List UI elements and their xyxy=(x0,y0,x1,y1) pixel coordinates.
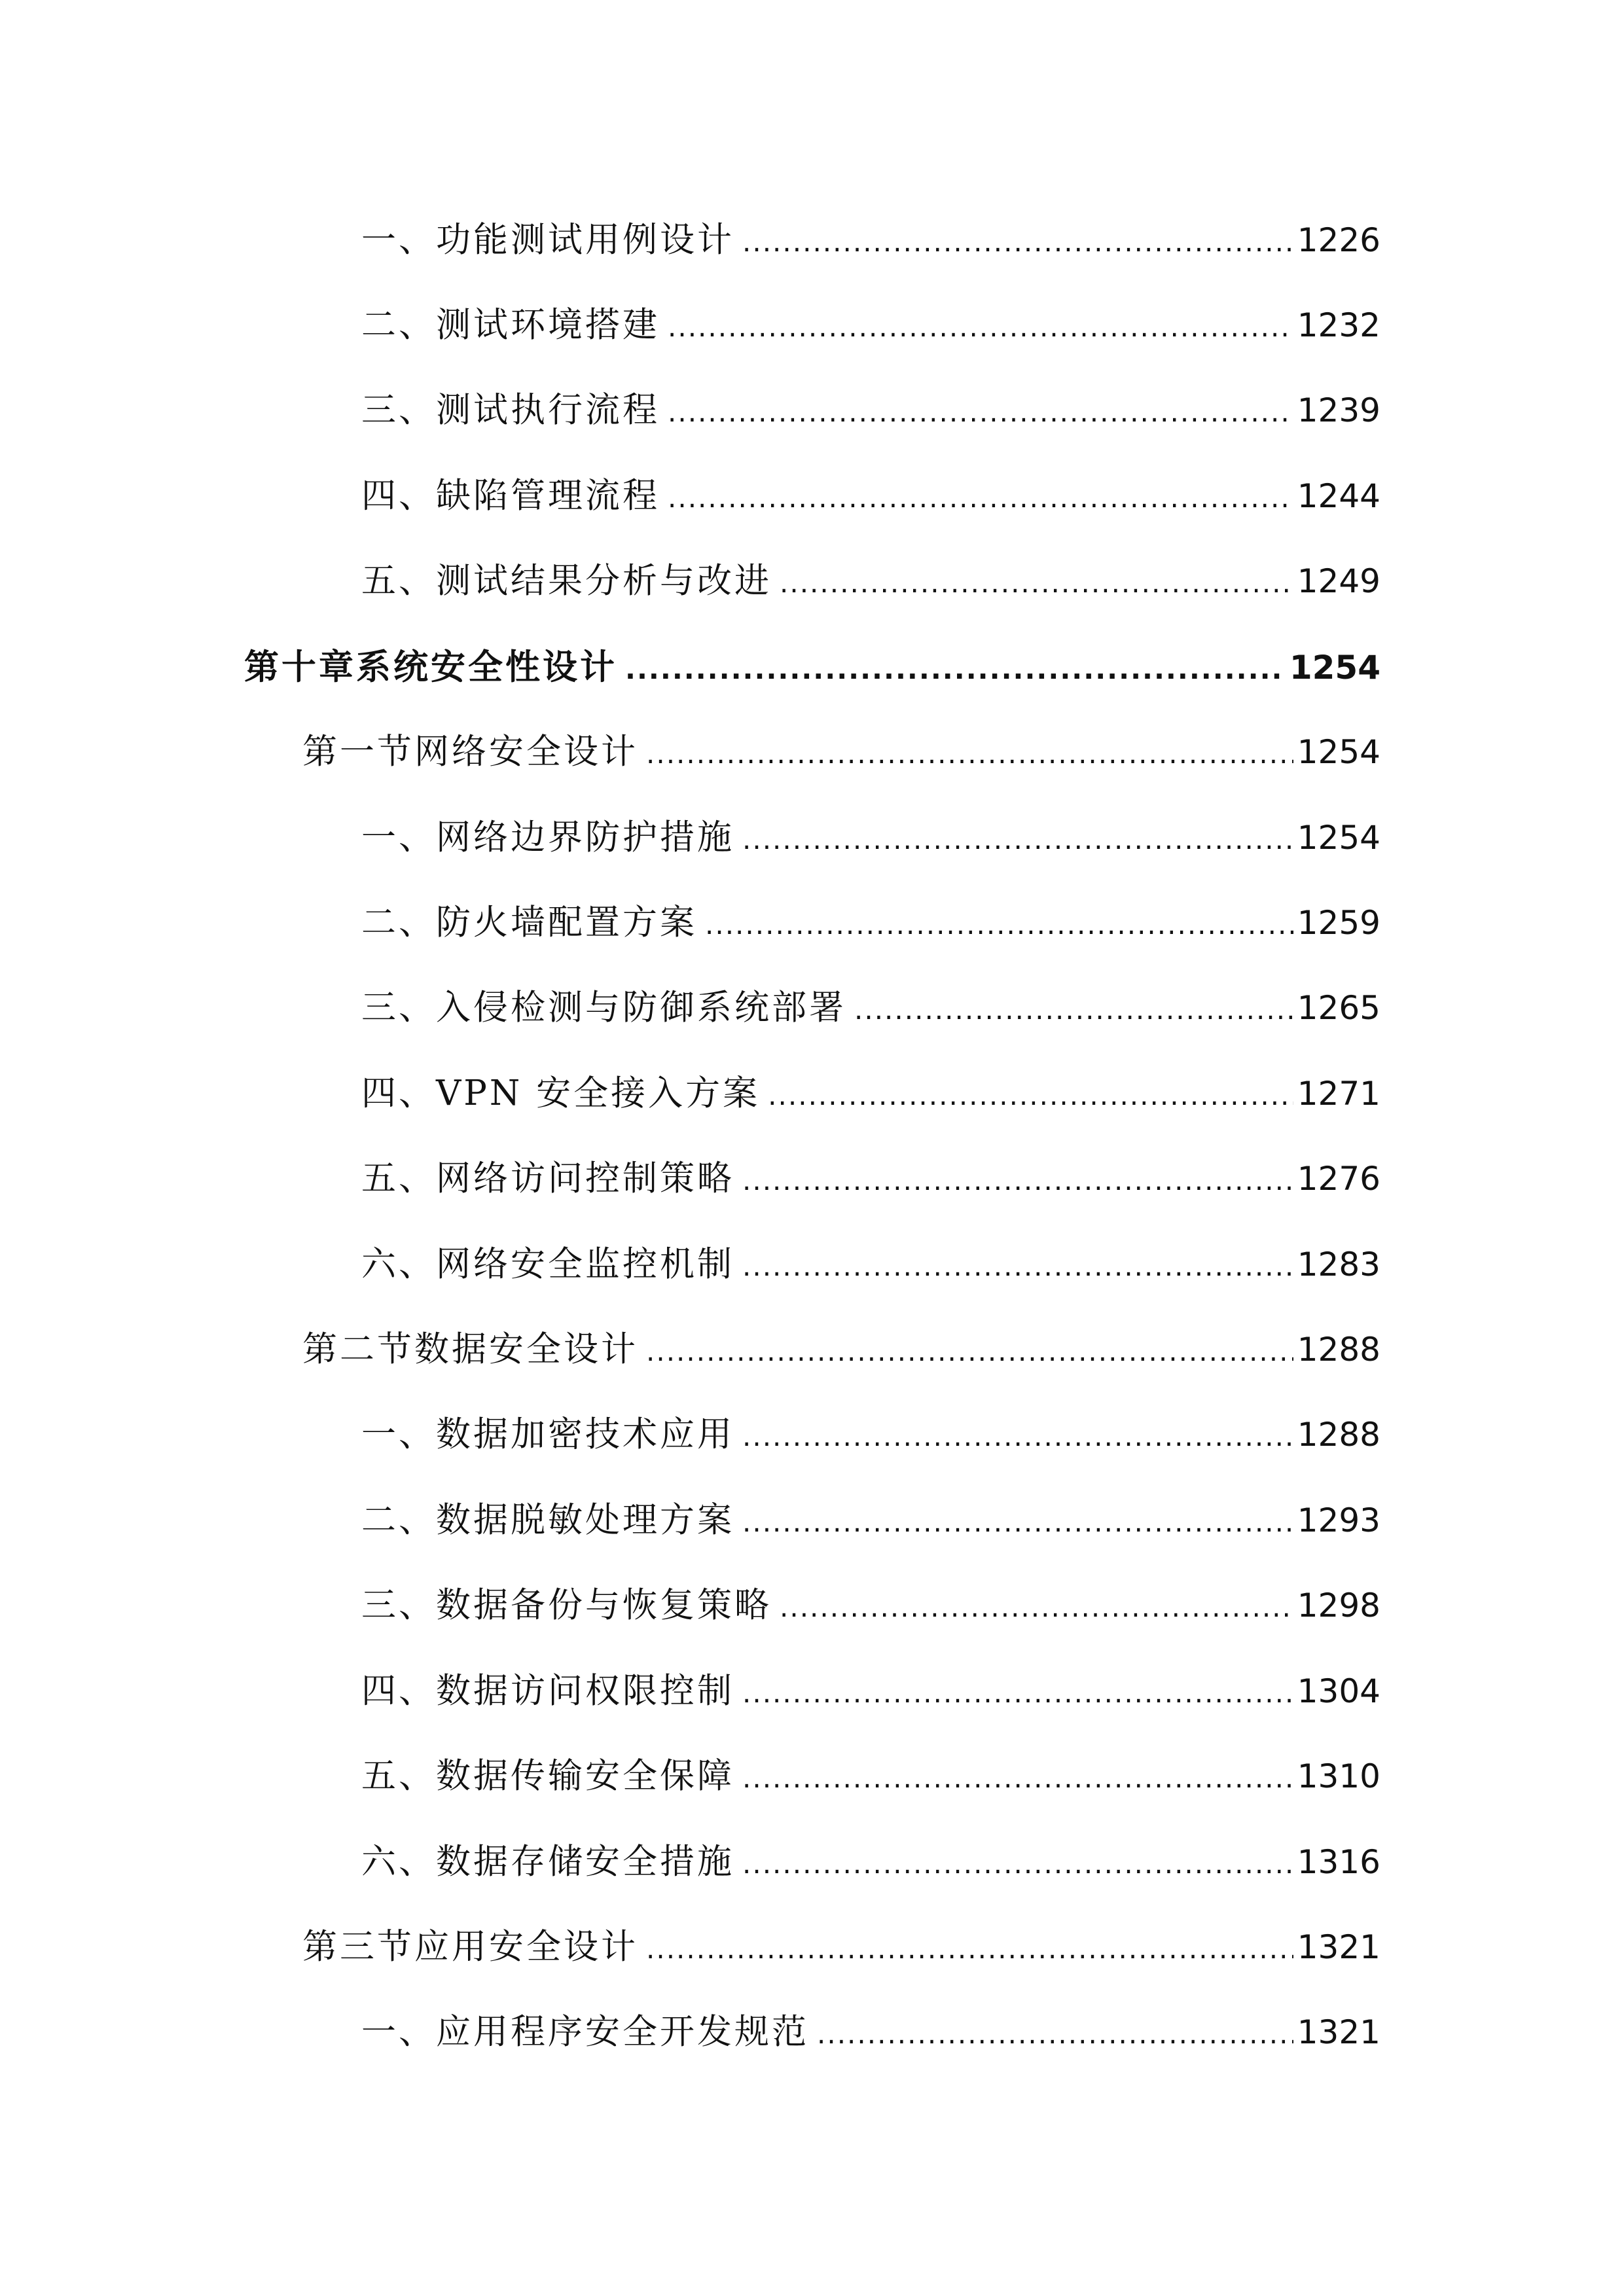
toc-section-entry[interactable] xyxy=(302,1921,1380,1973)
toc-section-entry[interactable] xyxy=(302,726,1380,778)
toc-entry-title: 三、数据备份与恢复策略 xyxy=(361,1585,772,1625)
toc-entry[interactable] xyxy=(361,555,1380,607)
toc-leader-dots xyxy=(768,1069,1293,1122)
toc-entry-page: 1283 xyxy=(1297,1246,1380,1283)
toc-entry-page: 1232 xyxy=(1297,306,1380,344)
toc-entry-title: 五、网络访问控制策略 xyxy=(361,1158,734,1198)
toc-leader-dots xyxy=(646,1923,1293,1975)
toc-entry-title: 五、测试结果分析与改进 xyxy=(361,561,772,601)
toc-leader-dots xyxy=(742,814,1293,866)
toc-entry-page: 1316 xyxy=(1297,1843,1380,1881)
toc-leader-dots xyxy=(668,472,1293,524)
toc-entry-page: 1321 xyxy=(1297,2013,1380,2051)
toc-entry-title: 第二节数据安全设计 xyxy=(302,1329,638,1369)
toc-leader-dots xyxy=(780,1581,1293,1634)
toc-entry-title: 第十章系统安全性设计 xyxy=(244,647,617,687)
toc-chapter-entry[interactable] xyxy=(244,641,1380,693)
toc-leader-dots xyxy=(625,643,1286,696)
toc-entry-page: 1244 xyxy=(1297,477,1380,515)
toc-leader-dots xyxy=(705,899,1293,951)
toc-leader-dots xyxy=(854,984,1293,1036)
toc-entry[interactable] xyxy=(361,470,1380,522)
toc-entry-page: 1298 xyxy=(1297,1587,1380,1624)
toc-leader-dots xyxy=(646,1325,1293,1378)
toc-entry-page: 1310 xyxy=(1297,1757,1380,1795)
toc-entry[interactable] xyxy=(361,897,1380,949)
toc-entry-page: 1288 xyxy=(1297,1416,1380,1454)
toc-entry[interactable] xyxy=(361,1408,1380,1461)
toc-entry[interactable] xyxy=(361,1494,1380,1547)
toc-entry[interactable] xyxy=(361,812,1380,864)
toc-leader-dots xyxy=(742,1838,1293,1890)
toc-entry-page: 1276 xyxy=(1297,1160,1380,1198)
toc-entry-title: 一、功能测试用例设计 xyxy=(361,220,734,260)
toc-leader-dots xyxy=(742,216,1293,268)
toc-leader-dots xyxy=(742,1240,1293,1293)
toc-entry-title: 六、数据存储安全措施 xyxy=(361,1842,734,1882)
toc-leader-dots xyxy=(817,2008,1293,2060)
toc-leader-dots xyxy=(742,1752,1293,1804)
toc-entry[interactable] xyxy=(361,1153,1380,1205)
toc-entry-page: 1265 xyxy=(1297,989,1380,1027)
toc-leader-dots xyxy=(668,301,1293,353)
toc-entry[interactable] xyxy=(361,1579,1380,1632)
toc-entry-page: 1321 xyxy=(1297,1928,1380,1966)
toc-entry[interactable] xyxy=(361,384,1380,437)
toc-entry[interactable] xyxy=(361,1665,1380,1717)
toc-leader-dots xyxy=(742,1410,1293,1463)
toc-entry-page: 1226 xyxy=(1297,221,1380,259)
toc-entry-page: 1254 xyxy=(1289,649,1380,687)
toc-leader-dots xyxy=(742,1496,1293,1549)
toc-entry[interactable] xyxy=(361,2006,1380,2058)
toc-entry-page: 1288 xyxy=(1297,1331,1380,1369)
toc-entry-page: 1254 xyxy=(1297,733,1380,771)
toc-entry-page: 1271 xyxy=(1297,1075,1380,1113)
toc-leader-dots xyxy=(780,557,1293,609)
toc-entry-page: 1304 xyxy=(1297,1672,1380,1710)
toc-entry[interactable] xyxy=(361,214,1380,266)
toc-entry[interactable] xyxy=(361,299,1380,351)
toc-leader-dots xyxy=(742,1155,1293,1207)
toc-section-entry[interactable] xyxy=(302,1323,1380,1376)
toc-entry-title: 第三节应用安全设计 xyxy=(302,1927,638,1967)
toc-leader-dots xyxy=(668,386,1293,439)
toc-entry[interactable] xyxy=(361,1238,1380,1291)
toc-entry[interactable] xyxy=(361,982,1380,1034)
toc-entry-page: 1259 xyxy=(1297,904,1380,942)
toc-entry-title: 三、测试执行流程 xyxy=(361,390,660,430)
toc-entry-title: 五、数据传输安全保障 xyxy=(361,1756,734,1796)
toc-entry-title: 六、网络安全监控机制 xyxy=(361,1244,734,1284)
toc-entry-title: 二、数据脱敏处理方案 xyxy=(361,1500,734,1540)
toc-entry-page: 1249 xyxy=(1297,562,1380,600)
toc-entry-title: 第一节网络安全设计 xyxy=(302,732,638,772)
toc-entry-title: 二、防火墙配置方案 xyxy=(361,903,697,942)
toc-entry[interactable] xyxy=(361,1836,1380,1888)
toc-entry-title: 四、数据访问权限控制 xyxy=(361,1671,734,1711)
toc-entry-title: 三、入侵检测与防御系统部署 xyxy=(361,988,846,1028)
toc-entry-title: 一、网络边界防护措施 xyxy=(361,817,734,857)
toc-entry-title: 一、数据加密技术应用 xyxy=(361,1414,734,1454)
toc-entry-title: 一、应用程序安全开发规范 xyxy=(361,2012,809,2052)
toc-entry-page: 1239 xyxy=(1297,391,1380,429)
toc-leader-dots xyxy=(742,1667,1293,1719)
toc-entry-title: 四、缺陷管理流程 xyxy=(361,476,660,516)
toc-entry-title: 四、VPN 安全接入方案 xyxy=(361,1073,761,1113)
toc-entry-page: 1293 xyxy=(1297,1501,1380,1539)
toc-entry-page: 1254 xyxy=(1297,819,1380,857)
toc-leader-dots xyxy=(646,728,1293,780)
toc-entry[interactable] xyxy=(361,1750,1380,1803)
toc-entry[interactable] xyxy=(361,1067,1380,1120)
toc-entry-title: 二、测试环境搭建 xyxy=(361,305,660,345)
